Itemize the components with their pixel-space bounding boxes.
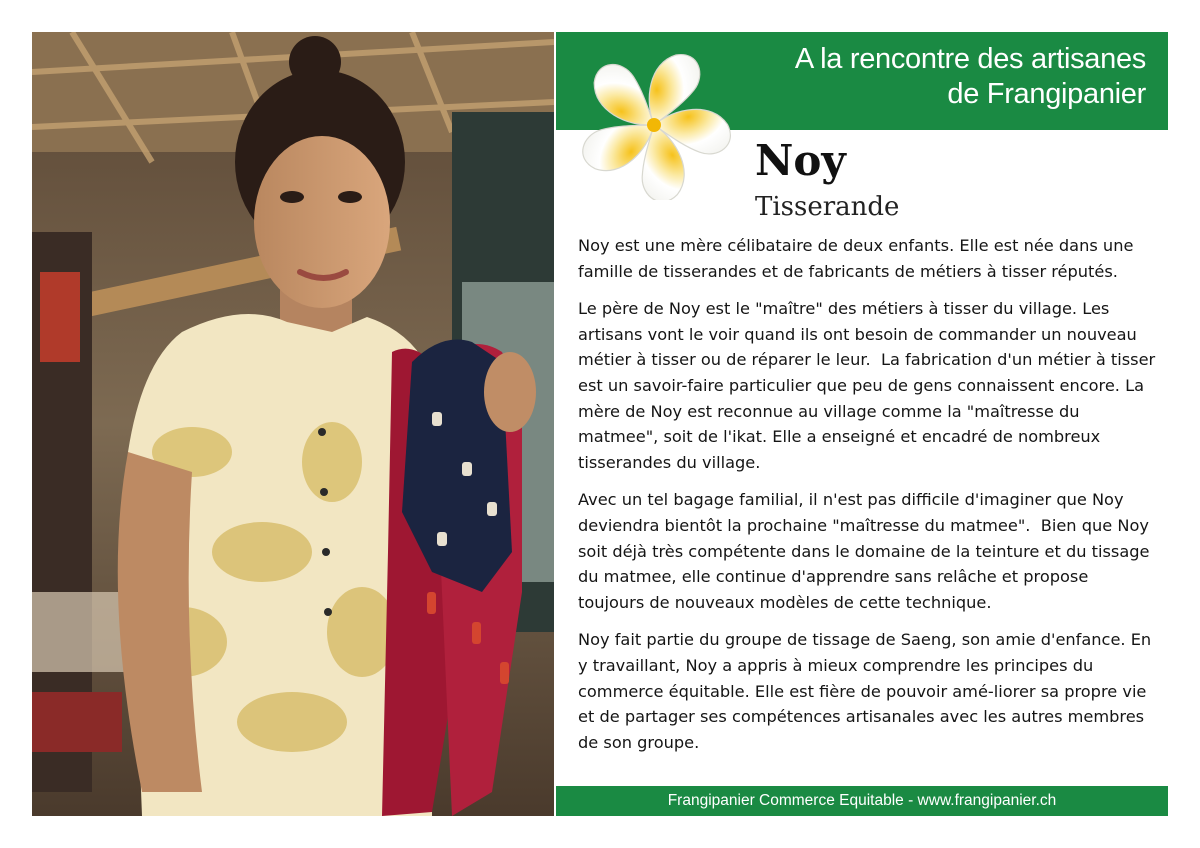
paragraph-4: Noy fait partie du groupe de tissage de Saeng, son amie d'enfance. En y travaillant, Noy a appris à mieux comprendre les principes du commerce équitable. Elle est fière de pouvoir amé-liorer sa propre vie et de partager ses compétences artisanales avec les autres membres de son groupe. [578,630,1157,752]
paragraph-2: Le père de Noy est le "maître" des métiers à tisser du village. Les artisans vont le voir quand ils ont besoin de commander un nouveau métier à tisser ou de réparer le leur. La fabrication d'un métier à tisser est un savoir-faire particulier que peu de gens connaissent encore. La mère de Noy est reconnue au village comme la "maîtresse du matmee", soit de l'ikat. Elle a enseigné et encadré de nombreux tisserandes du village. [578,299,1161,472]
artisan-role: Tisserande [755,192,900,222]
artisan-photo-illustration [32,32,554,816]
artisan-photo [32,32,554,816]
article-body [578,233,1161,767]
header-title [795,42,1146,112]
paragraph-1: Noy est une mère célibataire de deux enfants. Elle est née dans une famille de tisserandes et de fabricants de métiers à tisser réputés. [578,236,1139,281]
header-title-line2: de Frangipanier [947,78,1146,110]
frangipani-flower-icon [574,50,734,200]
paragraph-3: Avec un tel bagage familial, il n'est pas difficile d'imaginer que Noy deviendra bientôt la prochaine "maîtresse du matmee". Bien que Noy soit déjà très compétente dans le domaine de la teinture et du tissage du matmee, elle continue d'apprendre sans relâche et propose toujours de nouveaux modèles de cette technique. [578,490,1155,612]
footer-text: Frangipanier Commerce Equitable - www.frangipanier.ch [667,792,1057,809]
artisan-name: Noy [755,136,846,185]
header-title-line1: A la rencontre des artisanes [794,43,1146,75]
footer-bar [556,786,1168,816]
